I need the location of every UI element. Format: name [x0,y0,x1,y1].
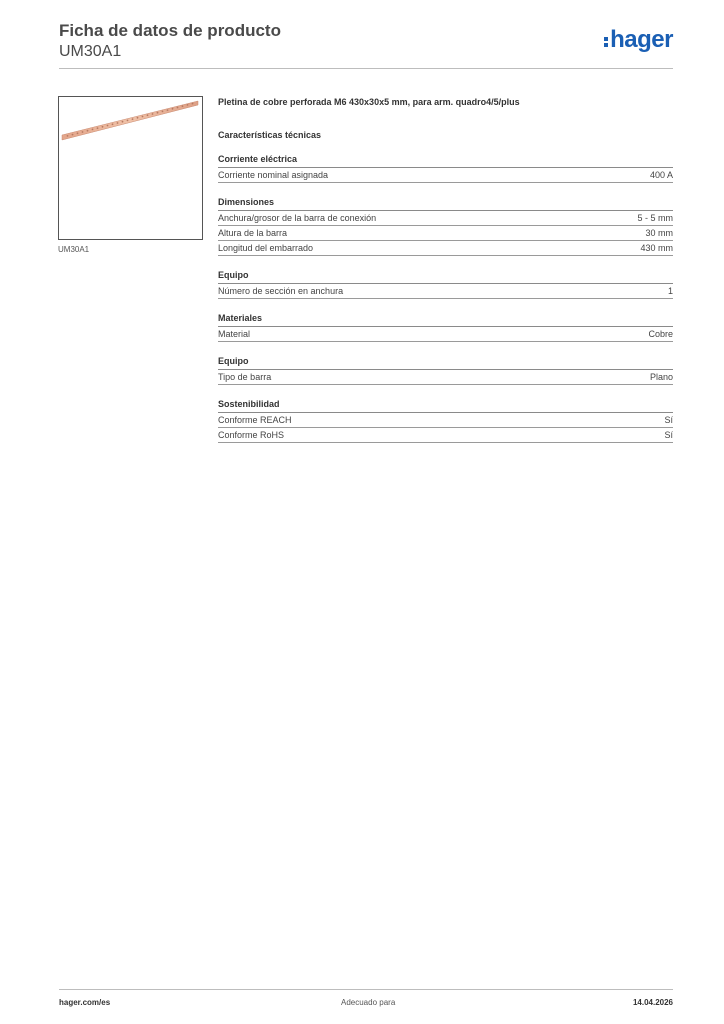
header-divider [59,68,673,69]
spec-group-title: Equipo [218,269,673,284]
spec-value: 30 mm [645,228,673,238]
spec-label: Corriente nominal asignada [218,170,329,180]
spec-row [218,370,673,385]
spec-value: Cobre [648,329,673,339]
specs-heading: Características técnicas [218,130,322,140]
spec-value: Sí [664,415,673,425]
page-title: Ficha de datos de producto [59,21,281,40]
spec-row [218,327,673,342]
product-description: Pletina de cobre perforada M6 430x30x5 mm, para arm. quadro4/5/plus [218,97,520,107]
spec-row [218,211,673,226]
image-caption: UM30A1 [58,245,90,254]
logo-dots-icon [604,37,608,47]
footer-suitable-for: Adecuado para [341,998,396,1007]
spec-value: 1 [667,286,673,296]
copper-busbar-image [59,97,202,239]
spec-row [218,428,673,443]
spec-label: Tipo de barra [218,372,272,382]
logo-text: hager [610,26,673,53]
spec-label: Anchura/grosor de la barra de conexión [218,213,377,223]
spec-group-title: Dimensiones [218,196,673,211]
spec-group-title: Equipo [218,355,673,370]
spec-group-title: Sostenibilidad [218,398,673,413]
hager-logo [604,28,673,52]
page-header [59,20,673,62]
spec-value: Plano [649,372,673,382]
spec-row [218,168,673,183]
spec-sheet [218,96,673,443]
spec-label: Conforme REACH [218,415,292,425]
spec-value: 5 - 5 mm [637,213,673,223]
spec-label: Material [218,329,251,339]
spec-label: Número de sección en anchura [218,286,344,296]
spec-value: 400 A [649,170,673,180]
spec-row [218,413,673,428]
spec-label: Conforme RoHS [218,430,285,440]
spec-value: Sí [664,430,673,440]
spec-row [218,241,673,256]
spec-group-title: Corriente eléctrica [218,153,673,168]
footer-divider [59,989,673,990]
spec-label: Longitud del embarrado [218,243,314,253]
spec-value: 430 mm [640,243,673,253]
spec-group-title: Materiales [218,312,673,327]
footer-website: hager.com/es [59,998,111,1007]
spec-row [218,284,673,299]
spec-label: Altura de la barra [218,228,288,238]
footer-date: 14.04.2026 [632,998,673,1007]
product-code: UM30A1 [59,43,122,60]
spec-groups [218,153,673,443]
product-image [58,96,203,240]
spec-row [218,226,673,241]
